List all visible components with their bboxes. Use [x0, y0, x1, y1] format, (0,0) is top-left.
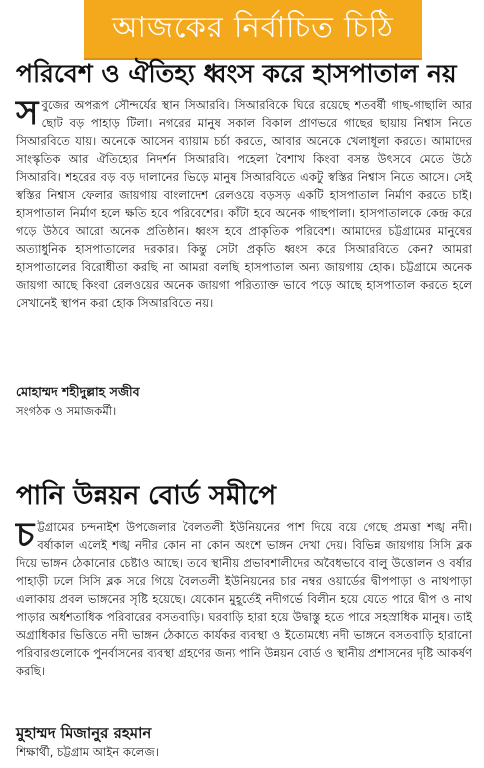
letter-1-headline: পরিবেশ ও ঐতিহ্য ধ্বংস করে হাসপাতাল নয়: [16, 59, 457, 88]
letter-1-dropcap: স: [16, 93, 39, 133]
letter-2-author-role: শিক্ষার্থী, চট্টগ্রাম আইন কলেজ।: [16, 745, 159, 759]
letter-2-headline: পানি উন্নয়ন বোর্ড সমীপে: [16, 481, 277, 511]
letter-1-body: [16, 93, 472, 376]
letter-2-body: [16, 515, 472, 713]
letter-2-author: মুহাম্মদ মিজানুর রহমান: [16, 724, 152, 742]
letter-1-author-role: সংগঠক ও সমাজকর্মী।: [16, 404, 117, 418]
letter-2-dropcap: চ: [16, 515, 35, 555]
letter-2-text: ট্টগ্রামের চন্দনাইশ উপজেলার বৈলতলী ইউনিয়নের পাশ দিয়ে বয়ে গেছে প্রমত্তা শঙ্খ নদী। বর্ষাকাল এলেই শঙ্খ নদীর কোন না কোন অংশে ভাঙ্গন দেখা দেয়। বিভিন্ন জায়গায় সিসি ব্লক দিয়ে ভাঙ্গন ঠেকানোর চেষ্টাও আছে। তবে স্থানীয় প্রভাবশালীদের অবৈধভাবে বালু উত্তোলন ও বর্ষার পাহাড়ী ঢলে সিসি ব্লক সরে গিয়ে বৈলতলী ইউনিয়নের চার নম্বর ওয়ার্ডের দ্বীপপাড়া ও নাথপাড়া এলাকায় প্রবল ভাঙ্গনের সৃষ্টি হয়েছে। যেকোন মুহূর্তেই নদীগর্ভে বিলীন হয়ে যেতে পারে দ্বীপ ও নাথ পাড়ার অর্ধশতাধিক পরিবারের বসতবাড়ি। ঘরবাড়ি হারা হয়ে উদ্বাস্তু হতে পারে সহস্রাধিক মানুষ। তাই অগ্রাধিকার ভিত্তিতে নদী ভাঙ্গন ঠেকাতে কার্যকর ব্যবস্থা ও ইতোমধ্যে নদী ভাঙ্গনে বসতবাড়ি হারানো পরিবারগুলোকে পুনর্বাসনের ব্যবস্থা গ্রহণের জন্য পানি উন্নয়ন বোর্ড ও স্থানীয় প্রশাসনের দৃষ্টি আকর্ষণ করছি।: [16, 520, 472, 678]
section-banner: [84, 0, 422, 60]
letter-1-text: বুজের অপরূপ সৌন্দর্যের স্থান সিআরবি। সিআরবিকে ঘিরে রয়েছে শতবর্ষী গাছ-গাছালি আর ছোট বড় পাহাড় টিলা। নগরের মানুষ সকাল বিকাল প্রাণভরে গাছের ছায়ায় নিশ্বাস নিতে সিআরবিতে যায়। অনেকে আসেন ব্যায়াম চর্চা করতে, আবার অনেকে খেলাধূলা করতে। আমাদের সাংস্কৃতিক আর ঐতিহ্যের নিদর্শন সিআরবি। পহেলা বৈশাখ কিংবা বসন্ত উৎসবে মেতে উঠে সিআরবি। শহরের বড় বড় দালানের ভিড়ে মানুষ সিআরবিতে একটু স্বস্তির নিশ্বাস নিতে আসে। সেই স্বস্তির নিশ্বাস ফেলার জায়গায় বাংলাদেশ রেলওয়ে বড়সড় একটি হাসপাতাল নির্মাণ করতে চাই। হাসপাতাল নির্মাণ হলে ক্ষতি হবে পরিবেশের। কাঁটা হবে অনেক গাছপালা। হাসপাতালকে কেন্দ্র করে গড়ে উঠবে আরো অনেক প্রতিষ্ঠান। ধ্বংস হবে প্রাকৃতিক পরিবেশ। আমাদের চট্টগ্রামের মানুষের অত্যাধুনিক হাসপাতালের দরকার। কিন্তু সেটা প্রকৃতি ধ্বংস করে সিআরবিতে কেন? আমরা হাসপাতালের বিরোধীতা করছি না আমরা বলছি হাসপাতাল অন্য জায়গায় হোক। চট্টগ্রামে অনেক জায়গা আছে কিংবা রেলওয়ের অনেক জায়গা পরিত্যাক্ত ভাবে পড়ে আছে হাসপাতাল করতে হলে সেখানেই স্থাপন করা হোক সিআরবিতে নয়।: [16, 98, 472, 310]
letter-1-author: মোহাম্মদ শহীদুল্লাহ সজীব: [16, 384, 140, 399]
banner-title: আজকের নির্বাচিত চিঠি: [112, 9, 394, 44]
